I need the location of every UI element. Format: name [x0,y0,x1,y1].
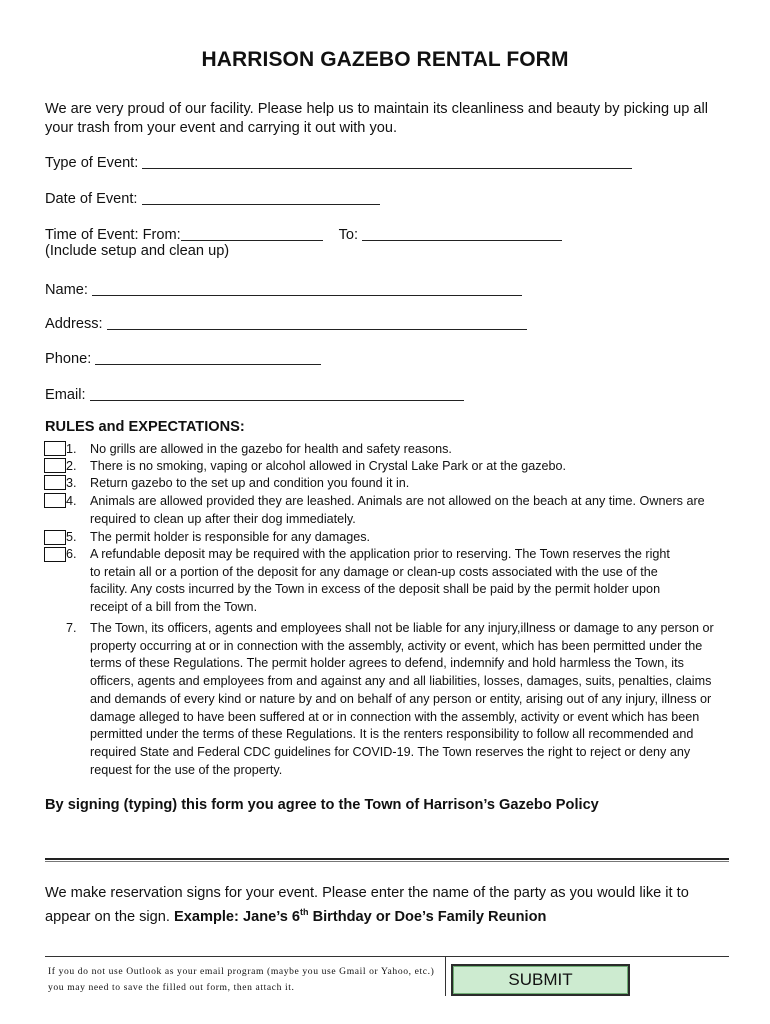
rules-heading: RULES and EXPECTATIONS: [45,419,245,435]
sign-example-sup: th [300,907,309,917]
rule-number: 2. [66,459,77,473]
rule-6-checkbox[interactable] [44,547,66,562]
intro-paragraph: We are very proud of our facility. Please help us to maintain its cleanliness and beauty by picking up all your trash from your event and carrying it out with you. [45,101,709,136]
email-note-line-1: If you do not use Outlook as your email program (maybe you use Gmail or Yahoo, etc.) [48,966,435,977]
rule-text: The Town, its officers, agents and employees shall not be liable for any injury,illness or damage to any person or property occurring at or in connection with the assembly, activity or event, which has been permitted under the terms of these Regulations. The permit holder agrees to defend, indemnify and hold harmless the Town, its officers, agents and employees from and against any and all liabilities, losses, damages, suits, penalties, claims and demands of every kind or nature by and on behalf of any person or entity, arising out of any injury, illness or damage alleged to have been suffered at or in connection with the assembly, activity or event which has been permitted under the terms of these Regulations. It is the renters responsibility to follow all recommended and required State and Federal CDC guidelines for COVID-19. The Town reserves the right to reject or deny any request for the use of the property. [90,621,714,777]
address-input[interactable] [107,315,527,330]
form-title: HARRISON GAZEBO RENTAL FORM [201,48,569,71]
rule-item-2 [66,458,736,476]
rule-item-6 [66,546,676,617]
email-note [48,964,448,996]
time-from-input[interactable] [181,226,323,241]
type-of-event-input[interactable] [142,154,632,169]
time-note: (Include setup and clean up) [45,243,230,259]
rule-2-checkbox[interactable] [44,458,66,473]
time-from-label: Time of Event: From: [45,227,181,243]
email-input[interactable] [90,386,464,401]
rule-number: 6. [66,547,77,561]
submit-button[interactable]: SUBMIT [451,964,630,996]
type-of-event-row [45,154,632,173]
date-of-event-row [45,190,380,209]
time-to-input[interactable] [362,226,562,241]
rule-1-checkbox[interactable] [44,441,66,456]
rule-item-5 [66,529,736,547]
rule-text: Animals are allowed provided they are leashed. Animals are not allowed on the beach at any time. Owners are required to clean up after their dog immediately. [90,494,705,526]
rule-5-checkbox[interactable] [44,530,66,545]
rule-3-checkbox[interactable] [44,475,66,490]
rule-item-1 [66,441,736,459]
rule-number: 7. [66,621,77,635]
sign-example-suffix: Birthday or Doe’s Family Reunion [308,909,547,925]
phone-input[interactable] [95,350,321,365]
sign-example [174,909,546,925]
sign-example-prefix: Example: Jane’s 6 [174,909,301,925]
sign-instructions [45,884,735,927]
signature-line-shadow [45,861,729,862]
name-label: Name: [45,282,88,298]
rule-number: 4. [66,494,77,508]
time-to-label: To: [338,227,359,243]
email-note-line-2: you may need to save the filled out form, then attach it. [48,982,295,993]
email-label: Email: [45,387,86,403]
name-input[interactable] [92,281,522,296]
rule-text: The permit holder is responsible for any damages. [90,530,371,544]
rule-text: Return gazebo to the set up and condition you found it in. [90,476,410,490]
rule-item-4 [66,493,736,528]
address-label: Address: [45,316,103,332]
type-of-event-label: Type of Event: [45,155,139,171]
rule-text: There is no smoking, vaping or alcohol allowed in Crystal Lake Park or at the gazebo. [90,459,567,473]
rule-item-7 [66,620,731,779]
rule-item-3 [66,475,736,493]
rule-4-checkbox[interactable] [44,493,66,508]
rule-number: 1. [66,442,77,456]
rule-number: 5. [66,530,77,544]
rule-number: 3. [66,476,77,490]
signature-line[interactable] [45,858,729,860]
rule-text: A refundable deposit may be required with the application prior to reserving. The Town reserves the right to retain all or a portion of the deposit for any damage or clean-up costs associated with the use of the facility. Any costs incurred by the Town in excess of the deposit shall be paid by the permit holder upon receipt of a bill from the Town. [90,547,670,615]
phone-row [45,350,321,369]
phone-label: Phone: [45,351,92,367]
agreement-statement: By signing (typing) this form you agree to the Town of Harrison’s Gazebo Policy [45,797,599,813]
sign-instructions-text: We make reservation signs for your event. Please enter the name of the party as you would like it to appear on the sign. [45,885,689,925]
address-row [45,315,527,334]
footer-divider [45,956,729,957]
date-of-event-label: Date of Event: [45,191,138,207]
rule-text: No grills are allowed in the gazebo for health and safety reasons. [90,442,452,456]
date-of-event-input[interactable] [142,190,380,205]
email-row [45,386,464,405]
name-row [45,281,522,300]
